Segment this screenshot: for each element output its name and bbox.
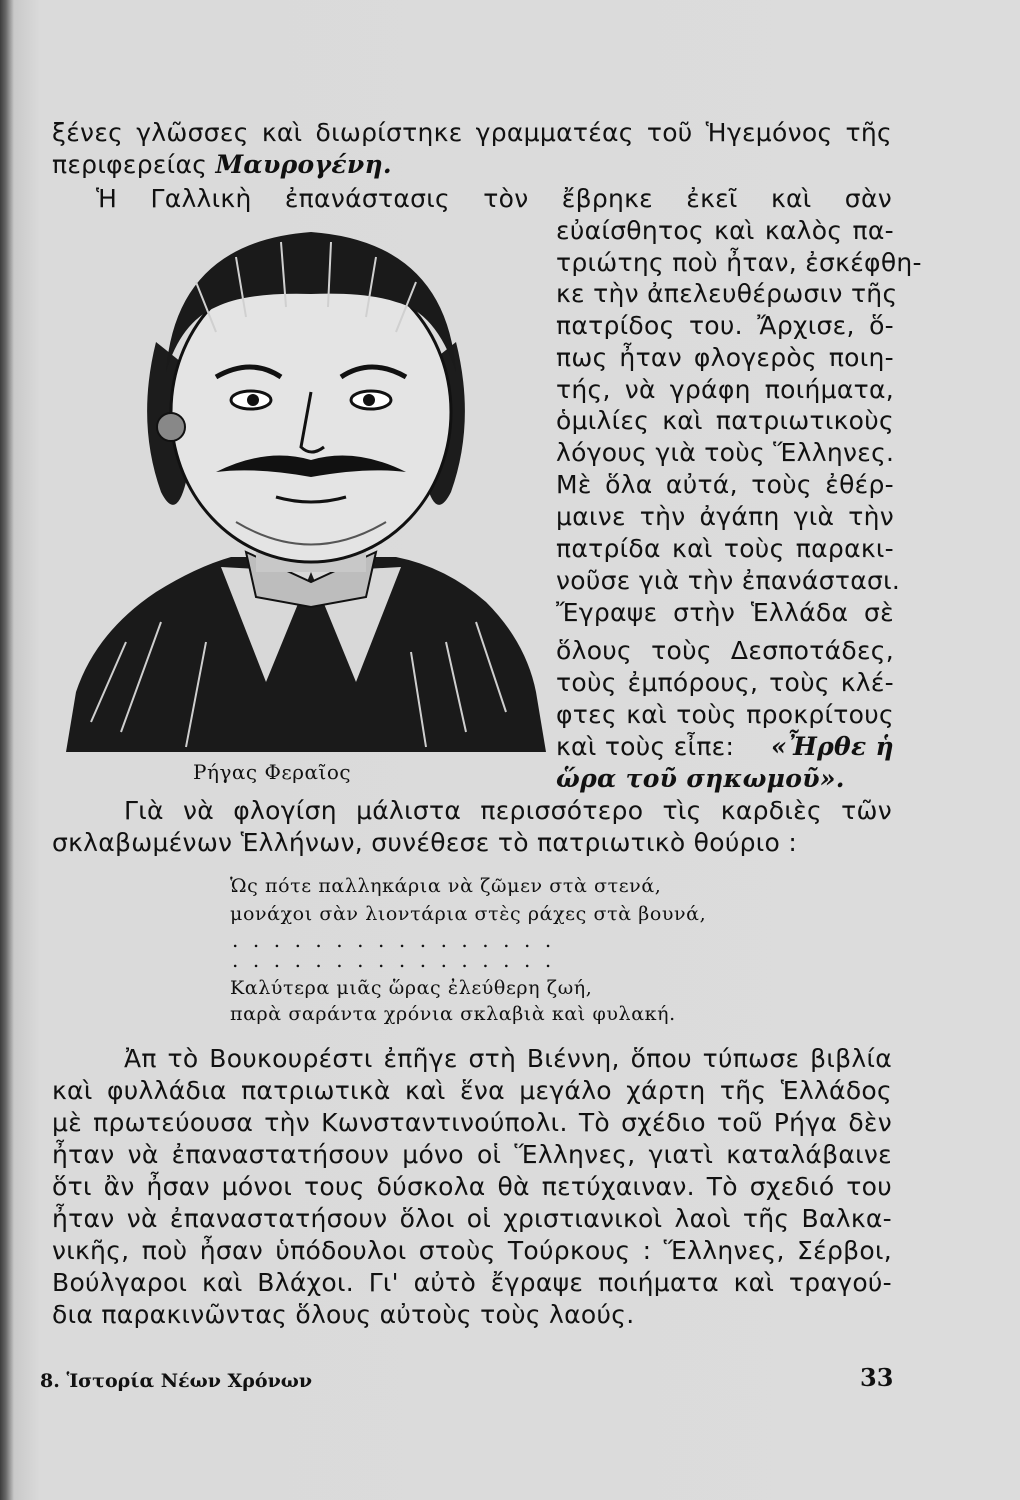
text-line: ὅλους τοὺς Δεσποτάδες,: [556, 636, 894, 665]
text-line: νοῦσε γιὰ τὴν ἐπανάστασι.: [556, 566, 901, 595]
text-line: [556, 731, 894, 763]
text-line: κε τὴν ἀπελευθέρωσιν τῆς: [556, 279, 898, 308]
ellipsis-row: ................: [232, 928, 566, 952]
text-line: σκλαβωμένων Ἑλλήνων, συνέθεσε τὸ πατριωτικὸ θούριο :: [52, 828, 798, 857]
text-line: πως ἦταν φλογερὸς ποιη-: [556, 343, 894, 372]
text-line: νικῆς, ποὺ ἦσαν ὑπόδουλοι στοὺς Τούρκους : Ἕλληνες, Σέρβοι,: [52, 1236, 892, 1265]
text-line: λόγους γιὰ τοὺς Ἕλληνες.: [556, 438, 895, 467]
text-fragment: καὶ τοὺς εἶπε:: [556, 732, 735, 761]
text-line: δια παρακινῶντας ὅλους αὐτοὺς τοὺς λαούς.: [52, 1300, 635, 1329]
portrait-illustration: [66, 222, 546, 752]
text-line: πατρίδα καὶ τοὺς παρακι-: [556, 534, 894, 563]
text-line: Βούλγαροι καὶ Βλάχοι. Γι' αὐτὸ ἔγραψε ποιήματα καὶ τραγού-: [52, 1268, 892, 1297]
text-line: Μὲ ὅλα αὐτά, τοὺς ἐθέρ-: [556, 470, 894, 499]
text-fragment: περιφερείας: [52, 150, 216, 179]
text-line: τριώτης ποὺ ἦταν, ἐσκέφθη-: [556, 248, 922, 277]
text-line: ξένες γλῶσσες καὶ διωρίστηκε γραμματέας τοῦ Ἡγεμόνος τῆς: [52, 118, 892, 147]
poem-line: μονάχοι σὰν λιοντάρια στὲς ράχες στὰ βουνά,: [230, 903, 707, 925]
page-number: 33: [860, 1363, 894, 1392]
portrait-caption: Ρήγας Φεραῖος: [193, 760, 352, 784]
text-line: μὲ πρωτεύουσα τὴν Κωνσταντινούπολι. Τὸ σχέδιο τοῦ Ρήγα δὲν: [52, 1108, 892, 1137]
name-mavrogenis: Μαυρογένη.: [215, 150, 392, 179]
text-line: ὥρα τοῦ σηκωμοῦ».: [556, 764, 845, 793]
text-line: ὁμιλίες καὶ πατριωτικοὺς: [556, 406, 894, 435]
text-line: Γιὰ νὰ φλογίση μάλιστα περισσότερο τὶς καρδιὲς τῶν: [124, 796, 892, 825]
text-line: μαινε τὴν ἀγάπη γιὰ τὴν: [556, 502, 894, 531]
text-line: Ἀπ τὸ Βουκουρέστι ἐπῆγε στὴ Βιέννη, ὅπου τύπωσε βιβλία: [124, 1044, 892, 1073]
text-line: καὶ φυλλάδια πατριωτικὰ καὶ ἕνα μεγάλο χάρτη τῆς Ἑλλάδος: [52, 1076, 892, 1105]
text-line: ἦταν νὰ ἐπαναστατήσουν ὅλοι οἱ χριστιανικοὶ λαοὶ τῆς Βαλκα-: [52, 1204, 892, 1233]
ellipsis-row: ................: [232, 948, 566, 972]
quote-fragment: «Ἦρθε ἡ: [770, 732, 894, 761]
text-line: εὐαίσθητος καὶ καλὸς πα-: [556, 216, 894, 245]
text-line: φτες καὶ τοὺς προκρίτους: [556, 700, 894, 729]
footer-signature: 8. Ἱστορία Νέων Χρόνων: [40, 1370, 313, 1392]
poem-line: παρὰ σαράντα χρόνια σκλαβιὰ καὶ φυλακή.: [230, 1003, 676, 1025]
text-line: Ἔγραψε στὴν Ἑλλάδα σὲ: [556, 598, 894, 627]
text-line: [52, 149, 892, 181]
poem-line: Ὡς πότε παλληκάρια νὰ ζῶμεν στὰ στενά,: [230, 875, 662, 897]
text-line: ὅτι ἂν ἦσαν μόνοι τους δύσκολα θὰ πετύχαιναν. Τὸ σχεδιό του: [52, 1172, 892, 1201]
text-line: πατρίδος του. Ἄρχισε, ὅ-: [556, 311, 894, 340]
text-line: τής, νὰ γράφη ποιήματα,: [556, 375, 894, 404]
poem-line: Καλύτερα μιᾶς ὥρας ἐλεύθερη ζωή,: [230, 977, 593, 999]
text-line: Ἡ Γαλλικὴ ἐπανάστασις τὸν ἔβρηκε ἐκεῖ καὶ σὰν: [96, 184, 892, 213]
text-line: τοὺς ἐμπόρους, τοὺς κλέ-: [556, 668, 894, 697]
text-line: ἦταν νὰ ἐπαναστατήσουν μόνο οἱ Ἕλληνες, γιατὶ καταλάβαινε: [52, 1140, 892, 1169]
